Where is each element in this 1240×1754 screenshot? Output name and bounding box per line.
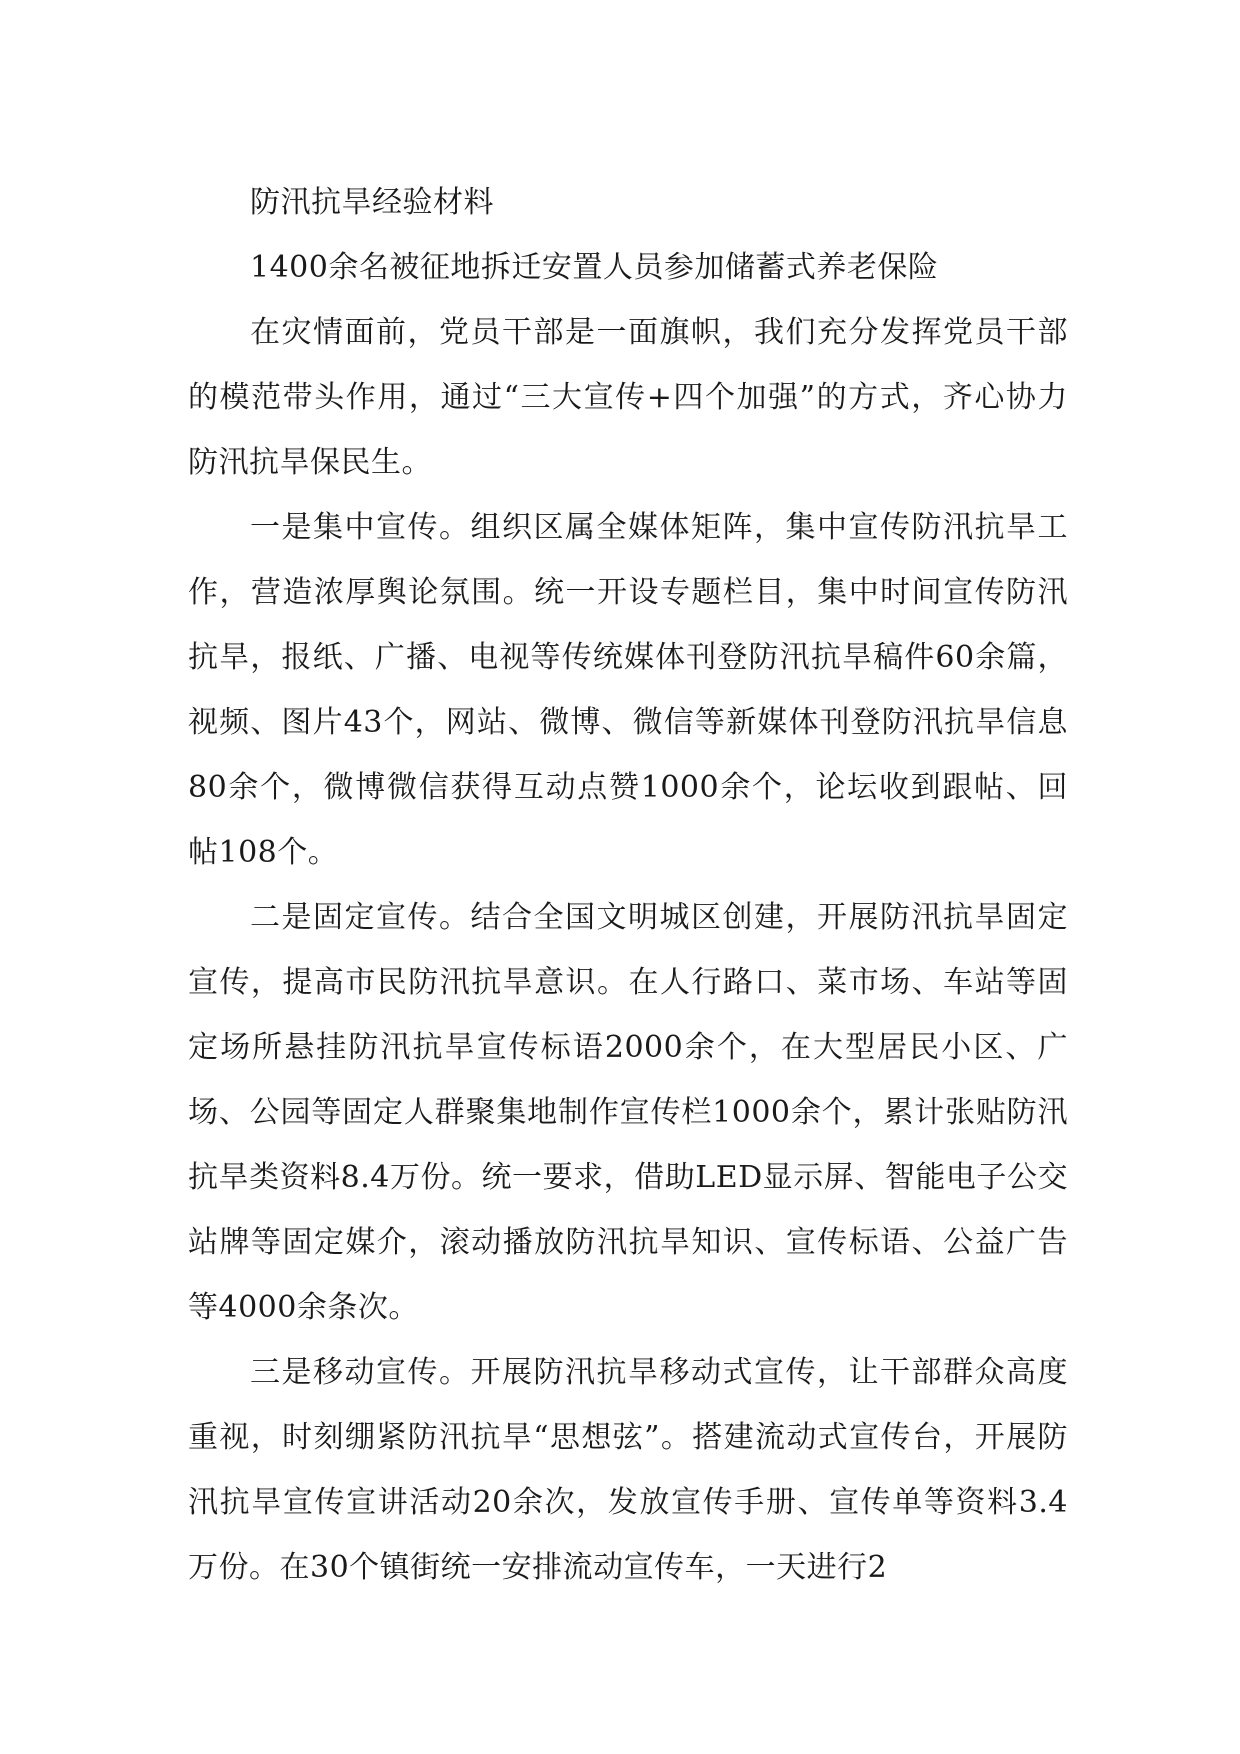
- document-title: 防汛抗旱经验材料: [250, 185, 494, 220]
- paragraph-intro: 在灾情面前，党员干部是一面旗帜，我们充分发挥党员干部的模范带头作用，通过“三大宣传+四个加强”的方式，齐心协力防汛抗旱保民生。: [188, 315, 1068, 480]
- document-subtitle: 1400余名被征地拆迁安置人员参加储蓄式养老保险: [250, 250, 939, 285]
- paragraph-fixed-publicity: 二是固定宣传。结合全国文明城区创建，开展防汛抗旱固定宣传，提高市民防汛抗旱意识。在人行路口、菜市场、车站等固定场所悬挂防汛抗旱宣传标语2000余个，在大型居民小区、广场、公园等固定人群聚集地制作宣传栏1000余个，累计张贴防汛抗旱类资料8.4万份。统一要求，借助LED显示屏、智能电子公交站牌等固定媒介，滚动播放防汛抗旱知识、宣传标语、公益广告等4000余条次。: [188, 900, 1068, 1325]
- paragraph-mobile-publicity: 三是移动宣传。开展防汛抗旱移动式宣传，让干部群众高度重视，时刻绷紧防汛抗旱“思想弦”。搭建流动式宣传台，开展防汛抗旱宣传宣讲活动20余次，发放宣传手册、宣传单等资料3.4万份。在30个镇街统一安排流动宣传车，一天进行2: [188, 1355, 1068, 1585]
- document-body: [188, 170, 1068, 1600]
- paragraph-focused-publicity: 一是集中宣传。组织区属全媒体矩阵，集中宣传防汛抗旱工作，营造浓厚舆论氛围。统一开设专题栏目，集中时间宣传防汛抗旱，报纸、广播、电视等传统媒体刊登防汛抗旱稿件60余篇，视频、图片43个，网站、微博、微信等新媒体刊登防汛抗旱信息80余个，微博微信获得互动点赞1000余个，论坛收到跟帖、回帖108个。: [188, 510, 1068, 870]
